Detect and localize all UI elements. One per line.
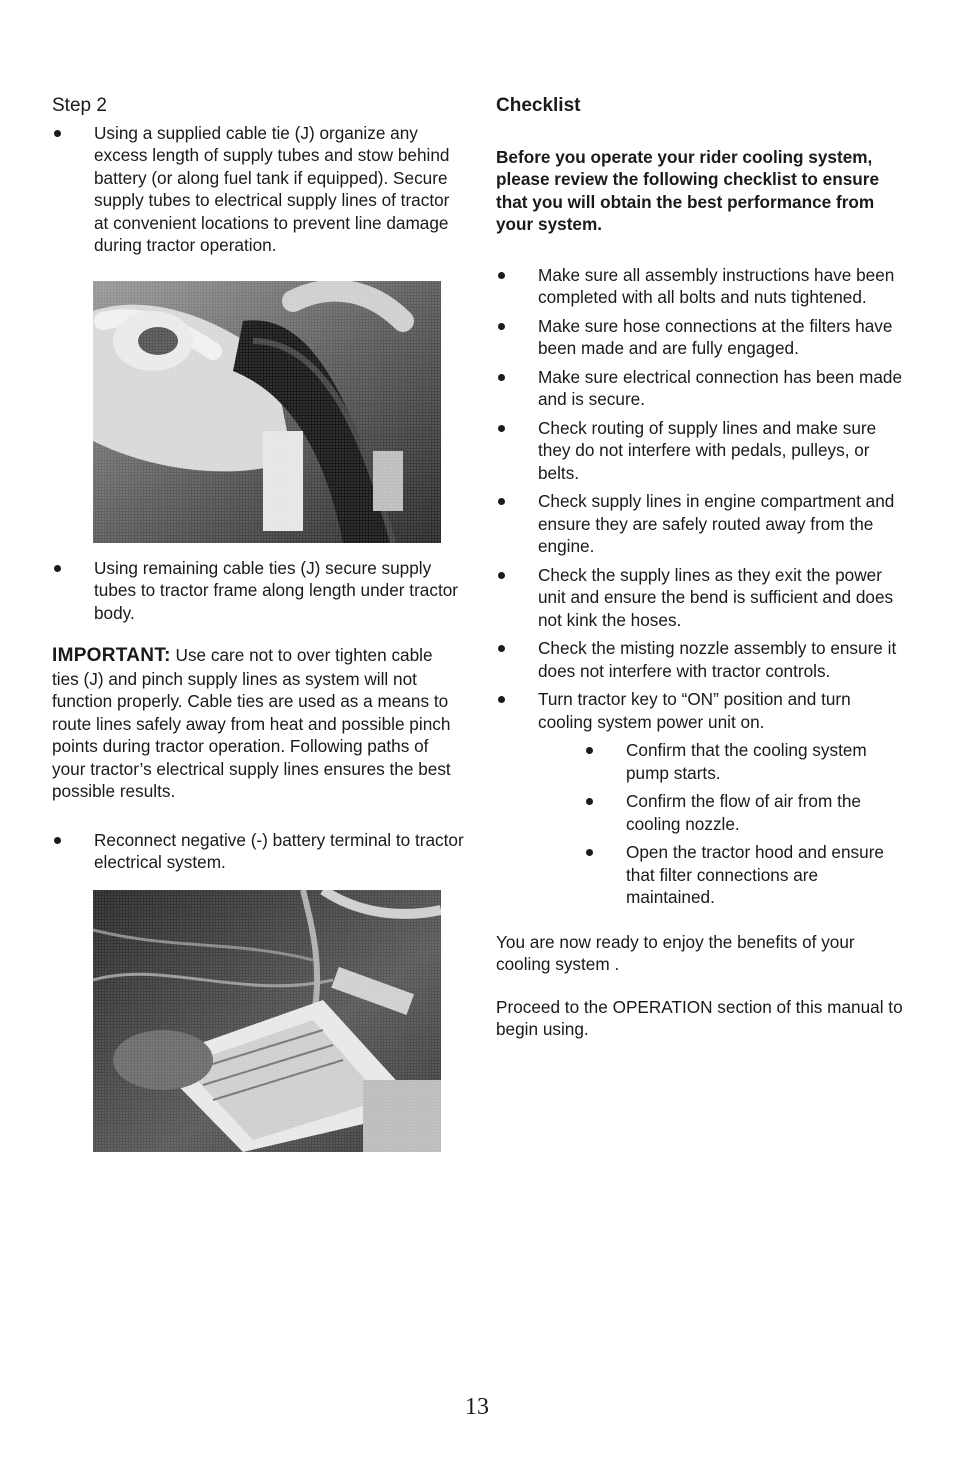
checklist-item: Check the misting nozzle assembly to ensure it does not interfere with tractor controls. <box>496 637 906 682</box>
battery-photo-art <box>93 890 441 1152</box>
checklist-subitem: Confirm the flow of air from the cooling nozzle. <box>584 790 906 835</box>
proceed-text: Proceed to the OPERATION section of this manual to begin using. <box>496 996 903 1039</box>
list-item: Using remaining cable ties (J) secure supply tubes to tractor frame along length under tractor body. <box>52 557 464 625</box>
right-column <box>496 95 906 1041</box>
cable-tie-photo <box>93 281 441 543</box>
left-column <box>52 95 464 1152</box>
checklist-item: Check the supply lines as they exit the power unit and ensure the bend is sufficient and does not kink the hoses. <box>496 564 906 632</box>
checklist-item: Make sure electrical connection has been made and is secure. <box>496 366 906 411</box>
checklist <box>496 264 906 734</box>
step-bullets-1 <box>52 122 464 257</box>
checklist-heading: Checklist <box>496 95 581 116</box>
bullet-icon <box>498 645 505 652</box>
step-bullets-2 <box>52 557 464 625</box>
bullet-icon <box>54 565 61 572</box>
list-item: Using a supplied cable tie (J) organize any excess length of supply tubes and stow behind battery (or along fuel tank if equipped). Secure supply tubes to electrical supply lines of tractor at convenient locations to prevent line damage during tractor operation. <box>52 122 464 257</box>
bullet-icon <box>586 747 593 754</box>
checklist-subitem: Confirm that the cooling system pump starts. <box>584 739 906 784</box>
checklist-subitem: Open the tractor hood and ensure that filter connections are maintained. <box>584 841 906 909</box>
bullet-icon <box>498 272 505 279</box>
page-number: 13 <box>465 1394 489 1420</box>
bullet-icon <box>498 696 505 703</box>
step-bullets-3 <box>52 829 464 874</box>
bullet-icon <box>586 849 593 856</box>
checklist-item: Check supply lines in engine compartment and ensure they are safely routed away from the engine. <box>496 490 906 558</box>
ready-text: You are now ready to enjoy the benefits of your cooling system . <box>496 931 855 974</box>
bullet-icon <box>498 323 505 330</box>
bullet-icon <box>498 374 505 381</box>
battery-photo <box>93 890 441 1152</box>
checklist-intro: Before you operate your rider cooling system, please review the following checklist to ensure that you will obtain the best performance from your system. <box>496 146 880 234</box>
bullet-icon <box>498 498 505 505</box>
checklist-item: Turn tractor key to “ON” position and turn cooling system power unit on. <box>496 688 906 733</box>
cable-tie-photo-art <box>93 281 441 543</box>
checklist-subitems <box>584 739 906 909</box>
bullet-icon <box>498 425 505 432</box>
step-heading: Step 2 <box>52 95 107 116</box>
bullet-icon <box>54 837 61 844</box>
bullet-icon <box>586 798 593 805</box>
important-text: Use care not to over tighten cable ties (J) and pinch supply lines as system will not function properly. Cable ties are used as a means to route lines safely away from heat and possible pinch points during tractor operation. Following paths of your tractor’s electrical supply lines ensures the best possible results. <box>52 645 451 801</box>
important-label: IMPORTANT: <box>52 645 171 666</box>
bullet-icon <box>498 572 505 579</box>
checklist-item: Check routing of supply lines and make sure they do not interfere with pedals, pulleys, or belts. <box>496 417 906 485</box>
bullet-icon <box>54 130 61 137</box>
checklist-item: Make sure all assembly instructions have been completed with all bolts and nuts tightened. <box>496 264 906 309</box>
important-note <box>52 644 464 803</box>
checklist-item: Make sure hose connections at the filters have been made and are fully engaged. <box>496 315 906 360</box>
list-item: Reconnect negative (-) battery terminal to tractor electrical system. <box>52 829 464 874</box>
